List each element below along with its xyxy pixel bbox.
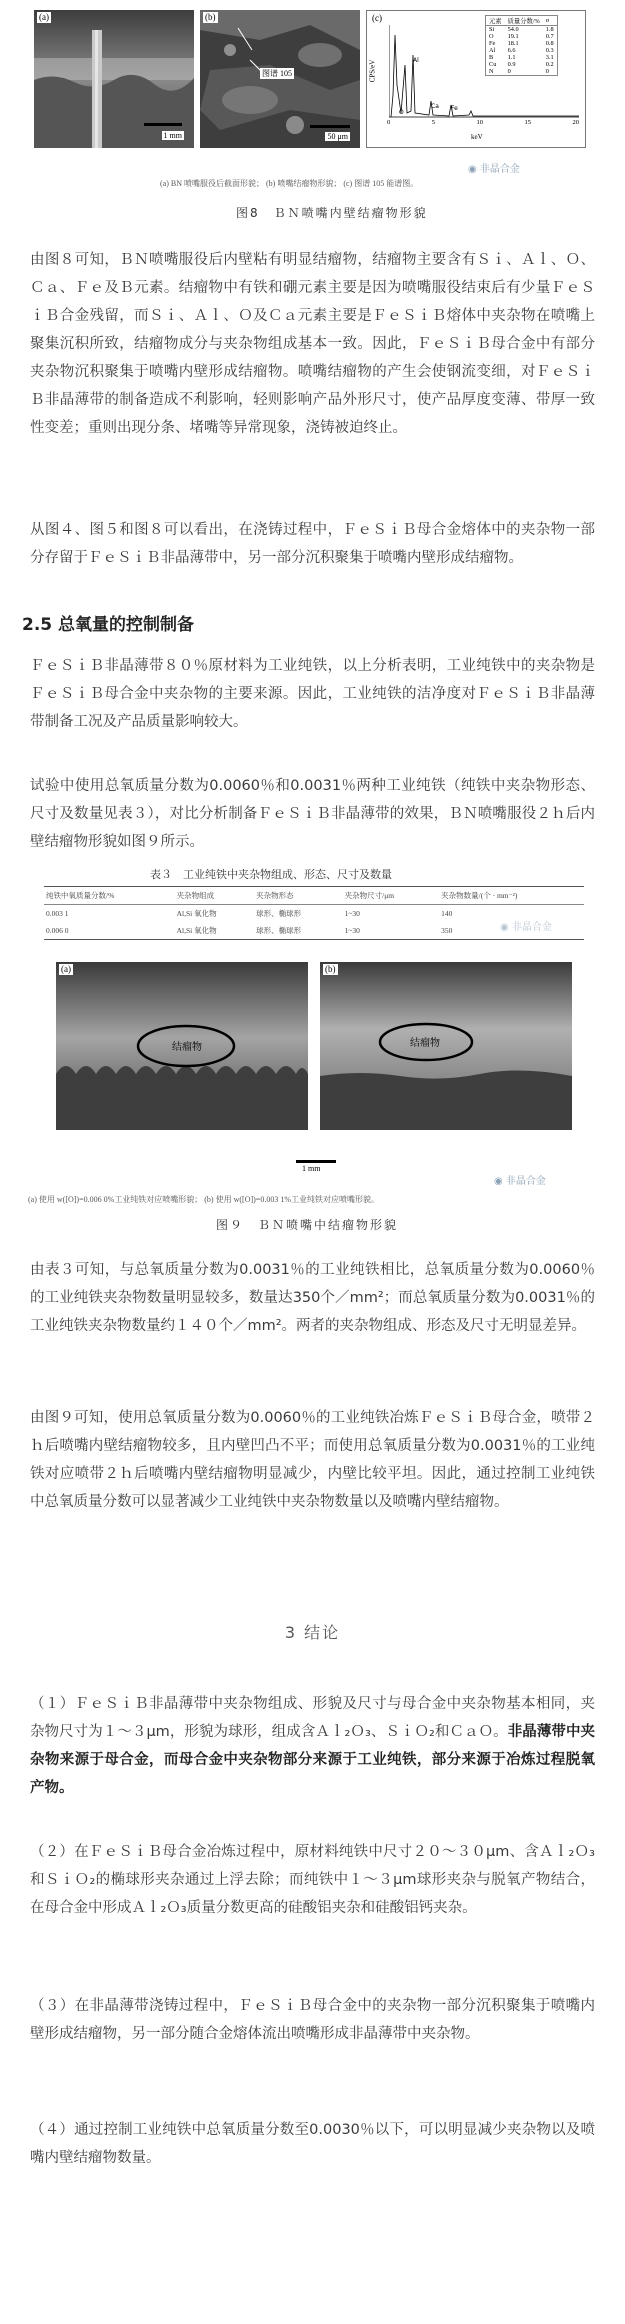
fig8-a-label: (a) <box>39 12 49 22</box>
table-cell: Al,Si 氧化物 <box>175 922 254 940</box>
tick-label: 0 <box>387 119 391 126</box>
table-cell: 19.1 <box>507 33 519 40</box>
table-cell: 1~30 <box>344 909 360 918</box>
column-header: 夹杂物尺寸/μm <box>343 887 440 905</box>
fig9-panel-b <box>320 962 572 1130</box>
scale-bar <box>310 125 350 128</box>
watermark-text: 非晶合金 <box>511 922 552 933</box>
watermark <box>494 1172 546 1187</box>
region-label: 图谱 105 <box>262 69 292 78</box>
table-row <box>486 68 558 76</box>
watermark-icon: ◉ <box>494 1176 506 1187</box>
fig8-panel-c <box>366 10 586 148</box>
table-cell: B <box>489 54 494 61</box>
table-cell: O <box>489 33 494 40</box>
table-cell: 0 <box>507 68 511 75</box>
watermark <box>500 918 552 933</box>
paragraph <box>30 772 595 856</box>
conclusion-item <box>30 2116 595 2172</box>
tick-label: 10 <box>476 119 483 126</box>
watermark-icon: ◉ <box>468 164 480 175</box>
table3-title: 表３ 工业纯铁中夹杂物组成、形态、尺寸及数量 <box>150 868 392 881</box>
table-cell: 0.9 <box>507 61 516 68</box>
eds-peak-label: O <box>399 109 404 116</box>
fig8-a-micrograph <box>34 10 194 148</box>
table-cell: 6.6 <box>507 47 516 54</box>
section-heading: 2.5 总氧量的控制制备 <box>22 615 195 635</box>
conclusion-item <box>30 1992 595 2048</box>
conclusion-text: （２）在ＦｅＳｉＢ母合金冶炼过程中，原材料纯铁中尺寸２０～３０μm、含Ａｌ₂Ｏ₃和ＳｉＯ₂的椭球形夹杂通过上浮去除；而纯铁中１～３μm球形夹杂与脱氧产物结合，在母合金中形成Ａｌ₂Ｏ₃质量分数更高的硅酸铝夹杂和硅酸铝钙夹杂。 <box>30 1844 595 1916</box>
fig9-title: 图９ ＢＮ喷嘴中结瘤物形貌 <box>216 1218 399 1232</box>
paragraph <box>30 516 595 572</box>
watermark-text: 非晶合金 <box>479 164 520 175</box>
conclusion-item <box>30 1690 595 1802</box>
conclusion-item <box>30 1838 595 1922</box>
watermark-icon: ◉ <box>500 922 512 933</box>
table-row <box>486 61 558 68</box>
paragraph-text: ＦｅＳｉＢ非晶薄带８０％原材料为工业纯铁，以上分析表明，工业纯铁中的夹杂物是ＦｅＳｉＢ母合金中夹杂物的主要来源。因此，工业纯铁的洁净度对ＦｅＳｉＢ非晶薄带制备工况及产品质量影响较大。 <box>30 658 595 730</box>
nodule-label: 结瘤物 <box>410 1038 440 1049</box>
table-cell: 0.8 <box>545 40 554 47</box>
tick-label: 20 <box>572 119 579 126</box>
table-cell: 350 <box>439 922 584 940</box>
table-cell: Fe <box>489 40 496 47</box>
paragraph-text: 从图４、图５和图８可以看出，在浇铸过程中，ＦｅＳｉＢ母合金熔体中的夹杂物一部分存留于ＦｅＳｉＢ非晶薄带中，另一部分沉积聚集于喷嘴内壁形成结瘤物。 <box>30 522 595 566</box>
table-cell: 0 <box>545 68 549 75</box>
tick-label: 15 <box>524 119 531 126</box>
conclusion-text: （４）通过控制工业纯铁中总氧质量分数至0.0030％以下，可以明显减少夹杂物以及喷嘴内壁结瘤物数量。 <box>30 2122 595 2166</box>
column-header: 夹杂物组成 <box>175 887 254 905</box>
table-cell: 3.1 <box>545 54 554 61</box>
fig8-title: 图8 ＢＮ喷嘴内壁结瘤物形貌 <box>236 206 428 220</box>
table-row <box>486 47 558 54</box>
conclusion-highlight: 非晶薄带中夹杂物来源于母合金，而母合金中夹杂物部分来源于工业纯铁，部分来源于冶炼过程脱氧产物。 <box>30 1724 596 1796</box>
table-cell: Si <box>489 26 495 33</box>
paragraph-text: 由图８可知，ＢＮ喷嘴服役后内壁粘有明显结瘤物，结瘤物主要含有Ｓｉ、Ａｌ、Ｏ、Ｃａ、Ｆｅ及Ｂ元素。结瘤物中有铁和硼元素主要是因为喷嘴服役结束后有少量ＦｅＳｉＢ合金残留，而Ｓｉ、Ａｌ、Ｏ及Ｃａ元素主要是ＦｅＳｉＢ熔体中夹杂物在喷嘴上聚集沉积所致，结瘤物成分与夹杂物组成基本一致。因此，ＦｅＳｉＢ母合金中有部分夹杂物沉积聚集于喷嘴内壁形成结瘤物。喷嘴结瘤物的产生会使钢流变细，对ＦｅＳｉＢ非晶薄带的制备造成不利影响，轻则影响产品外形尺寸，使产品厚度变薄、带厚一致性变差；重则出现分条、堵嘴等异常现象，浇铸被迫终止。 <box>30 252 595 436</box>
table-row <box>486 40 558 47</box>
table-cell: 140 <box>441 909 453 918</box>
section-heading: 3 结论 <box>284 1623 341 1642</box>
table-cell: Al,Si 氧化物 <box>176 909 217 918</box>
table-cell: 0.2 <box>545 61 554 68</box>
fig9-b-label: (b) <box>325 964 336 974</box>
scale-label: 50 μm <box>327 132 348 141</box>
fig8-b-label: (b) <box>205 12 216 22</box>
table-header-row <box>44 887 584 905</box>
conclusion-text: （１）ＦｅＳｉＢ非晶薄带中夹杂物组成、形貌及尺寸与母合金中夹杂物基本相同，夹杂物尺寸为１～３μm，形貌为球形，组成含Ａｌ₂Ｏ₃、ＳｉＯ₂和ＣａＯ。 <box>30 1696 595 1740</box>
table-header: σ <box>543 16 557 26</box>
column-header: 夹杂物数量/(个 · mm⁻²) <box>439 887 584 905</box>
table-cell: 1.1 <box>507 54 516 61</box>
paragraph <box>30 1404 595 1516</box>
paragraph-text: 由表３可知，与总氧质量分数为0.0031％的工业纯铁相比，总氧质量分数为0.0060％的工业纯铁夹杂物数量明显较多，数量达350个／mm²；而总氧质量分数为0.0031％的工业纯铁夹杂物数量约１４０个／mm²。两者的夹杂物组成、形态及尺寸无明显差异。 <box>30 1262 595 1334</box>
eds-xlabel: keV <box>471 133 483 141</box>
scale-bar <box>296 1160 336 1163</box>
table-cell: Al <box>489 47 496 54</box>
table-header-row <box>486 16 558 26</box>
fig9-panel-a <box>56 962 308 1130</box>
watermark-text: 非晶合金 <box>505 1176 546 1187</box>
watermark <box>468 160 520 175</box>
table-header: 元素 <box>486 16 505 26</box>
fig8-caption: (a) BN 喷嘴服役后截面形貌； (b) 喷嘴结瘤物形貌； (c) 图谱 105 能谱图。 <box>160 179 419 188</box>
table-cell: 0.7 <box>545 33 554 40</box>
table-cell: N <box>489 68 494 75</box>
eds-ylabel: CPS/eV <box>368 59 377 83</box>
paragraph <box>30 652 595 736</box>
scale-label: 1 mm <box>302 1164 321 1173</box>
fig8-c-label: (c) <box>372 13 382 23</box>
scale-label: 1 mm <box>163 131 182 140</box>
conclusion-text: （３）在非晶薄带浇铸过程中，ＦｅＳｉＢ母合金中的夹杂物一部分沉积聚集于喷嘴内壁形成结瘤物，另一部分随合金熔体流出喷嘴形成非晶薄带中夹杂物。 <box>30 1998 595 2042</box>
table-cell: 54.0 <box>507 26 519 33</box>
fig8-panel-b <box>200 10 360 148</box>
column-header: 夹杂物形态 <box>254 887 342 905</box>
table-row <box>486 33 558 40</box>
table-cell: Cu <box>489 61 497 68</box>
eds-peak-label: Ca <box>431 103 439 110</box>
paragraph-text: 由图９可知，使用总氧质量分数为0.0060％的工业纯铁冶炼ＦｅＳｉＢ母合金，喷带２ｈ后喷嘴内壁结瘤物较多，且内壁凹凸不平；而使用总氧质量分数为0.0031％的工业纯铁对应喷带２ｈ后喷嘴内壁结瘤物明显减少，内壁比较平坦。因此，通过控制工业纯铁中总氧质量分数可以显著减少工业纯铁中夹杂物数量以及喷嘴内壁结瘤物。 <box>30 1410 595 1510</box>
table-row <box>486 54 558 61</box>
fig9-caption: (a) 使用 w([O])=0.006 0%工业纯铁对应喷嘴形貌； (b) 使用 w([O])=0.003 1%工业纯铁对应喷嘴形貌。 <box>28 1195 379 1204</box>
tick-label: 5 <box>431 119 435 126</box>
table-row <box>486 26 558 34</box>
table-cell: 0.3 <box>545 47 554 54</box>
eds-element-table <box>485 15 558 76</box>
fig9-a-label: (a) <box>61 964 71 974</box>
table-cell: 球形、椭球形 <box>254 922 342 940</box>
table-cell: 1.8 <box>545 26 554 33</box>
table-cell: 1~30 <box>343 922 440 940</box>
eds-x-ticks <box>387 119 579 126</box>
table-header: 质量分数/% <box>505 16 543 26</box>
nodule-label: 结瘤物 <box>172 1042 202 1053</box>
paragraph-text: 试验中使用总氧质量分数为0.0060％和0.0031％两种工业纯铁（纯铁中夹杂物形态、尺寸及数量见表３），对比分析制备ＦｅＳｉＢ非晶薄带的效果，ＢＮ喷嘴服役２ｈ后内壁结瘤物形貌如图９所示。 <box>30 778 595 850</box>
fig8-panel-a <box>34 10 194 148</box>
table-cell: 0.003 1 <box>46 909 69 918</box>
column-header: 纯铁中氧质量分数/% <box>44 887 175 905</box>
scale-bar <box>144 123 182 126</box>
eds-peak-label: Al <box>413 57 419 64</box>
paragraph <box>30 246 595 442</box>
table-cell: 0.006 0 <box>44 922 175 940</box>
table-cell: 球形、椭球形 <box>256 909 302 918</box>
table-cell: 18.1 <box>507 40 519 47</box>
paragraph <box>30 1256 595 1340</box>
fig9-b-micrograph <box>320 962 572 1130</box>
eds-peak-label: Fe <box>451 105 458 112</box>
